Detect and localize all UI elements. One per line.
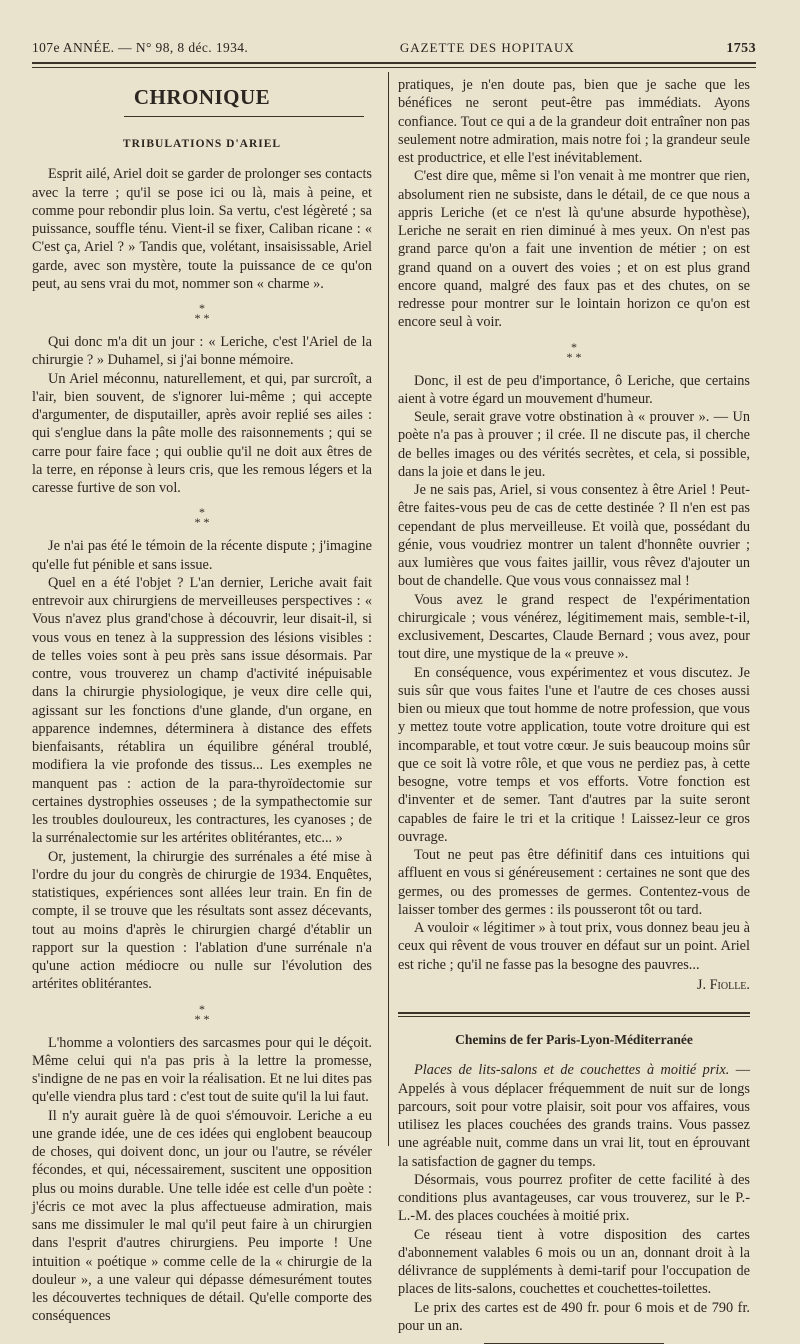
paragraph: Seule, serait grave votre obstination à « prouver ». — Un poète n'a pas à prouver ; il crée. Il ne discute pas, il cherche de belles images ou des vérités secrètes, et cela, si possible, dans la joie et dans le jeu. [398, 409, 750, 480]
author-signature: J. Fiolle. [696, 976, 750, 993]
left-column [32, 76, 372, 1326]
section-rule [124, 116, 364, 117]
paragraph: Qui donc m'a dit un jour : « Leriche, c'est l'Ariel de la chirurgie ? » Duhamel, si j'ai bonne mémoire. [32, 334, 372, 369]
paragraph: A vouloir « légitimer » à tout prix, vous donnez beau jeu à ceux qui rêvent de vous trouver en défaut sur un point. Ariel est riche ; qu'il ne fasse pas la besogne des pauvres... [398, 920, 750, 973]
notice-lead-text: — Appelés à vous déplacer fréquemment de nuit sur de longs parcours, soit pour votre plaisir, soit pour vos affaires, vous utilisez les places couchées des grands trains. Vous passez une agréable nuit, comme dans un vrai lit, tout en éprouvant la satisfaction de gagner du temps. [398, 1062, 751, 1170]
publication-title: GAZETTE DES HOPITAUX [399, 40, 575, 55]
paragraph: L'homme a volontiers des sarcasmes pour qui le déçoit. Même celui qui n'a pas pris à la lettre la promesse, s'indigne de ne pas en voir la réalisation. Et ne lui dites pas qu'elle viendra plus tard : c'est tout de suite qu'il la lui faut. [32, 1034, 372, 1106]
paragraph: Tout ne peut pas être définitif dans ces intuitions qui affluent en vous si généreusement : certaines ne sont que des germes, ou des promesses de germes. Contentez-vous de laisser tomber des germes : ils pousseront tôt ou tard. [398, 847, 750, 918]
page-header [32, 40, 756, 57]
paragraph: pratiques, je n'en doute pas, bien que je sache que les bénéfices ne seront peut-être pas immédiats. Ayons confiance. Tout ce qui a de la grandeur doit entraîner non pas seulement notre admiration, mais notre foi ; la grandeur seule est productrice, et elle l'est inévitablement. [398, 77, 750, 166]
notice-paragraph: Ce réseau tient à votre disposition des cartes d'abonnement valables 6 mois ou un an, donnant droit à la délivrance de suppléments à demi-tarif pour l'occupation de places de lits-salons, couchettes et couchettes-toilettes. [398, 1226, 750, 1298]
notice-paragraph: Désormais, vous pourrez profiter de cette facilité à des conditions plus avantageuses, car vous trouverez, sur le P.-L.-M. des places couchées à moitié prix. [398, 1171, 750, 1225]
paragraph: Donc, il est de peu d'importance, ô Leriche, que certains aient à votre égard un mouvement d'humeur. [398, 372, 750, 407]
header-rule-thin [32, 67, 756, 68]
paragraph: Je ne sais pas, Ariel, si vous consentez à être Ariel ! Peut-être faites-vous peu de cas de cette destinée ? Il n'en est pas cependant de plus merveilleuse. Et voilà que, possédant du génie, vous voudriez montrer un talent d'honnête ouvrier ; aux lumières que vous faites jaillir, vous rêvez d'ajouter un bout de chandelle. Que vous vous connaissez mal ! [398, 482, 750, 590]
section-heading: CHRONIQUE [133, 85, 271, 109]
paragraph: Vous avez le grand respect de l'expérimentation chirurgicale ; vous vénérez, légitimement mais, semble-t-il, exclusivement, Descartes, Claude Bernard ; vous avez, pour tout dire, une mystique de la « preuve ». [398, 591, 750, 663]
right-column [398, 76, 750, 1344]
header-rule [32, 62, 756, 64]
paragraph: Esprit ailé, Ariel doit se garder de prolonger ses contacts avec la terre ; qu'il se pose ici ou là, mais à peine, et comme pour rebondir plus loin. Sa vertu, c'est légèreté ; sa puissance, souffle ténu. Vient-il se fixer, Caliban ricane : « C'est ça, Ariel ? » Tandis que, volétant, insaisissable, Ariel garde, avec son mystère, toute la puissance de ce qu'on peut, au sens vrai du mot, nommer son « charme ». [32, 166, 372, 292]
page-number: 1753 [726, 41, 756, 56]
column-divider [388, 72, 389, 1146]
notice-title: Chemins de fer Paris-Lyon-Méditerranée [455, 1032, 693, 1047]
article-title: TRIBULATIONS D'ARIEL [122, 138, 282, 150]
notice-lead: Places de lits-salons et de couchettes à moitié prix. [414, 1062, 730, 1079]
paragraph: Je n'ai pas été le témoin de la récente dispute ; j'imagine qu'elle fut pénible et sans issue. [32, 538, 372, 573]
paragraph: Un Ariel méconnu, naturellement, et qui, par surcroît, a l'air, bien souvent, de s'ignorer lui-même ; qui accepte d'argumenter, de disputailler, après avoir replié ses ailes : qui s'englue dans la pâte molle des raisonnements ; qui se carre pour faire face ; qui oublie qu'il ne doit aux êtres de la terre, en réponse à leurs cris, que les remous légers et la caresse furtive de son vol. [32, 370, 372, 496]
section-break: * * * [566, 339, 582, 364]
section-break: * * * [194, 301, 210, 325]
paragraph: Il n'y aurait guère là de quoi s'émouvoir. Leriche a eu une grande idée, une de ces idées qui englobent beaucoup de choses, qui doivent donc, un jour ou l'autre, se révéler fécondes, et qui, nécessairement, suscitent une opposition plus ou moins durable. Une telle idée est celle d'un poète : j'écris ce mot avec la plus affectueuse admiration, mais sans me dissimuler le mal qu'il peut faire à un chirurgien dans l'esprit d'autres chirurgiens. Peu importe ! Une intuition « poétique » comme celle de la « chirurgie de la douleur », a une valeur qui dépasse démesurément toutes les découvertes techniques de détail. Qu'elle comporte des conséquences [32, 1107, 372, 1325]
paragraph: Or, justement, la chirurgie des surrénales a été mise à l'ordre du jour du congrès de chirurgie de 1934. Enquêtes, statistiques, expériences sont allées leur train. En fin de compte, il se trouve que les résultats sont assez décevants, tout au moins d'après le chirurgien chargé d'établir un rapport sur la question : l'ablation d'une surrénale n'a qu'une action médiocre ou nulle sur l'évolution des artérites oblitérantes. [32, 848, 372, 993]
notice-paragraph: Le prix des cartes est de 490 fr. pour 6 mois et de 790 fr. pour un an. [398, 1299, 750, 1334]
notice-paragraph [398, 1061, 750, 1171]
paragraph: C'est dire que, même si l'on venait à me montrer que rien, absolument rien ne subsiste, dans le détail, de ce que nous a appris Leriche (et ce n'est là qu'une absurde hypothèse), Leriche ne serait en rien diminué à mes yeux. On n'est pas grand parce qu'on a fait une invention de métier ; on est grand quand on a ouvert des voies ; et on est plus grand encore quand, malgré des faux pas et des chutes, on se redresse pour montrer sur le lointain horizon ce qu'on est encore seul à voir. [398, 168, 750, 331]
section-break: * * * [194, 1001, 210, 1026]
paragraph: En conséquence, vous expérimentez et vous discutez. Je suis sûr que vous faites l'une et l'autre de ces choses aussi bien ou mieux que tout homme de notre profession, que vous y mettez toute votre application, toute votre droiture qui est incomparable, et tout votre cœur. Je suis beaucoup moins sûr que ce soit là votre rôle, et que vous ne perdiez pas, à cette besogne, votre temps et vos efforts. Votre fonction est d'inventer et de semer. Tant d'autres par la suite seront capables de faire le tri et la critique ! Laissez-leur ce gros ouvrage. [398, 664, 750, 845]
issue-info: 107e ANNÉE. — N° 98, 8 déc. 1934. [32, 40, 249, 55]
paragraph: Quel en a été l'objet ? L'an dernier, Leriche avait fait entrevoir aux chirurgiens de merveilleuses perspectives : « Vous n'avez plus grand'chose à découvrir, leur disait-il, si vous vous en tenez à la suppression des lésions visibles : de telles voies sont à peu près sans issue désormais. Par contre, vous trouverez un champ d'activité inépuisable dans la chirurgie physiologique, je veux dire celle qui, agissant sur les fonctions d'une glande, d'un organe, en apparence indemnes, déterminera à distance des effets bienfaisants, rétablira un équilibre général troublé, modifiera la vie profonde des tissus... Les exemples ne manquent pas : action de la para-thyroïdectomie sur certaines dystrophies osseuses ; de la sympathectomie sur les troubles douloureux, les contractures, les cyanoses ; de la surrénalectomie sur les artérites oblitérantes, etc... » [32, 574, 372, 847]
notice-rule [398, 1012, 750, 1014]
notice-rule-thin [398, 1016, 750, 1017]
section-break: * * * [194, 505, 210, 530]
